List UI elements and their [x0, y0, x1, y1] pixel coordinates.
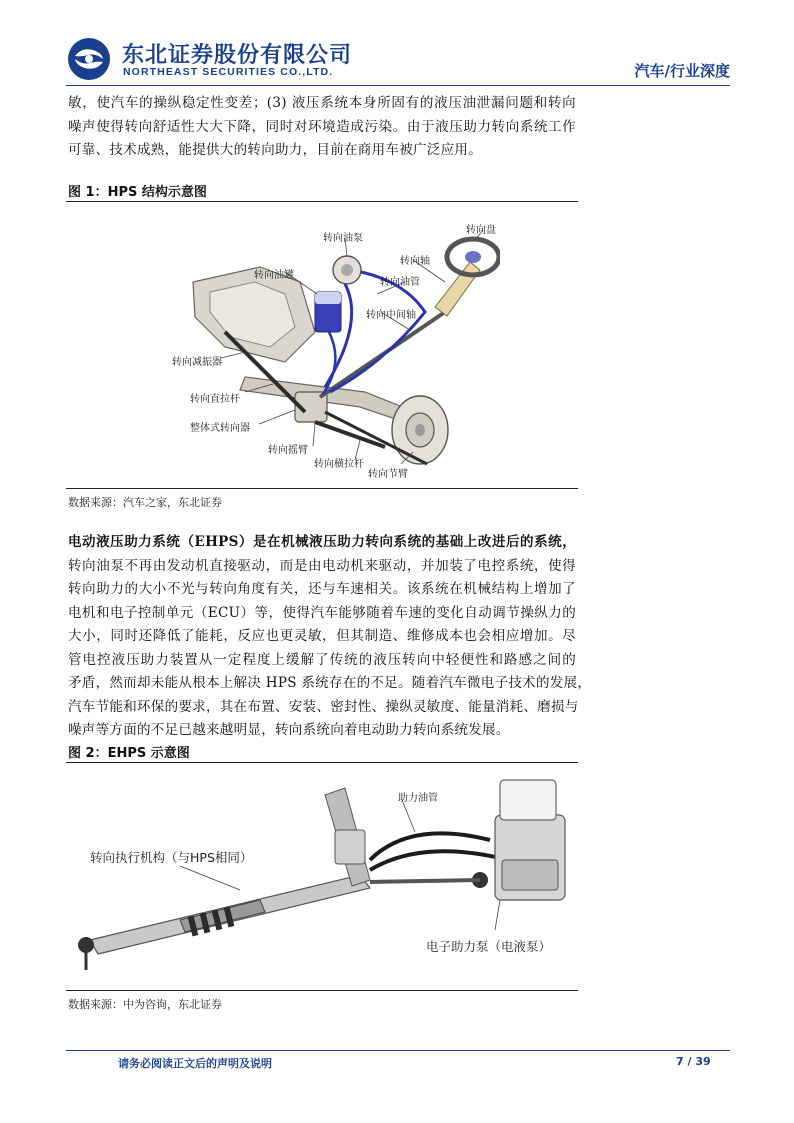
text-line: 大小，同时还降低了能耗，反应也更灵敏，但其制造、维修成本也会相应增加。尽 — [68, 628, 576, 644]
label-steering-actuator: 转向执行机构（与HPS相同） — [90, 850, 253, 865]
text-line-bold — [68, 531, 576, 555]
label-tie-rod: 转向横拉杆 — [314, 459, 364, 470]
figure2-title: 图 2：EHPS 示意图 — [68, 746, 190, 761]
text-line: 管电控液压助力装置从一定程度上缓解了传统的液压转向中轻便性和路感之间的 — [68, 651, 576, 668]
label-drag-link: 转向直拉杆 — [190, 394, 240, 405]
label-integral-gear: 整体式转向器 — [190, 423, 250, 434]
figure1-bottom-rule — [66, 488, 578, 489]
figure2-top-rule — [66, 762, 578, 763]
figure1-source: 数据来源：汽车之家，东北证券 — [68, 496, 222, 509]
paragraph-hps-drawbacks — [68, 92, 576, 163]
label-steering-damper: 转向减振器 — [172, 357, 222, 368]
label-pitman-arm: 转向摇臂 — [268, 445, 308, 456]
label-oil-pipe: 转向油管 — [380, 277, 420, 288]
label-intermediate-shaft: 转向中间轴 — [366, 310, 416, 321]
header-divider — [66, 85, 730, 86]
text-line: 矛盾，然而却未能从根本上解决 HPS 系统存在的不足。随着汽车微电子技术的发展， — [68, 675, 592, 691]
text-line: 汽车节能和环保的要求，其在布置、安装、密封性、操纵灵敏度、能量消耗、磨损与 — [68, 698, 579, 715]
text-line: 噪声等方面的不足已越来越明显，转向系统向着电动助力转向系统发展。 — [68, 722, 510, 738]
figure1-title: 图 1：HPS 结构示意图 — [68, 185, 207, 200]
label-steering-shaft: 转向轴 — [400, 256, 430, 267]
text-line: 转向助力的大小不光与转向角度有关，还与车速相关。该系统在机械结构上增加了 — [68, 581, 576, 597]
footer-divider — [66, 1050, 730, 1051]
report-category: 汽车/行业深度 — [634, 62, 730, 80]
label-oil-reservoir: 转向油罐 — [254, 270, 294, 281]
text-line: 转向油泵不再由发动机直接驱动，而是由电动机来驱动，并加装了电控系统，使得 — [68, 557, 576, 574]
label-steering-wheel: 转向盘 — [466, 225, 496, 236]
text-line: 可靠、技术成熟，能提供大的转向助力，目前在商用车被广泛应用。 — [68, 142, 482, 158]
page-number: 7 / 39 — [676, 1055, 711, 1068]
company-logo-icon — [66, 36, 112, 82]
label-electro-hydraulic-pump: 电子助力泵（电液泵） — [426, 939, 552, 954]
label-power-oil-pipe: 助力油管 — [398, 793, 438, 804]
text-line: 噪声使得转向舒适性大大下降，同时对环境造成污染。由于液压助力转向系统工作 — [68, 118, 576, 135]
figure2-source: 数据来源：中为咨询，东北证券 — [68, 998, 222, 1011]
figure2-bottom-rule — [66, 990, 578, 991]
company-name-cn: 东北证券股份有限公司 — [122, 43, 353, 68]
label-knuckle-arm: 转向节臂 — [368, 469, 408, 480]
text-line: 电机和电子控制单元（ECU）等，使得汽车能够随着车速的变化自动调节操纵力的 — [68, 604, 576, 621]
text-line: 敏，使汽车的操纵稳定性变差；(3) 液压系统本身所固有的液压油泄漏问题和转向 — [68, 95, 576, 111]
label-steering-pump: 转向油泵 — [323, 233, 363, 244]
bold-lead: 电动液压助力系统（EHPS）是在机械液压助力转向系统的基础上改进后的系统， — [68, 534, 576, 550]
company-name-en: NORTHEAST SECURITIES CO.,LTD. — [123, 66, 334, 78]
disclaimer-note: 请务必阅读正文后的声明及说明 — [118, 1057, 272, 1070]
figure1-top-rule — [66, 201, 578, 202]
paragraph-ehps — [68, 531, 592, 743]
hps-structure-diagram — [165, 212, 500, 482]
